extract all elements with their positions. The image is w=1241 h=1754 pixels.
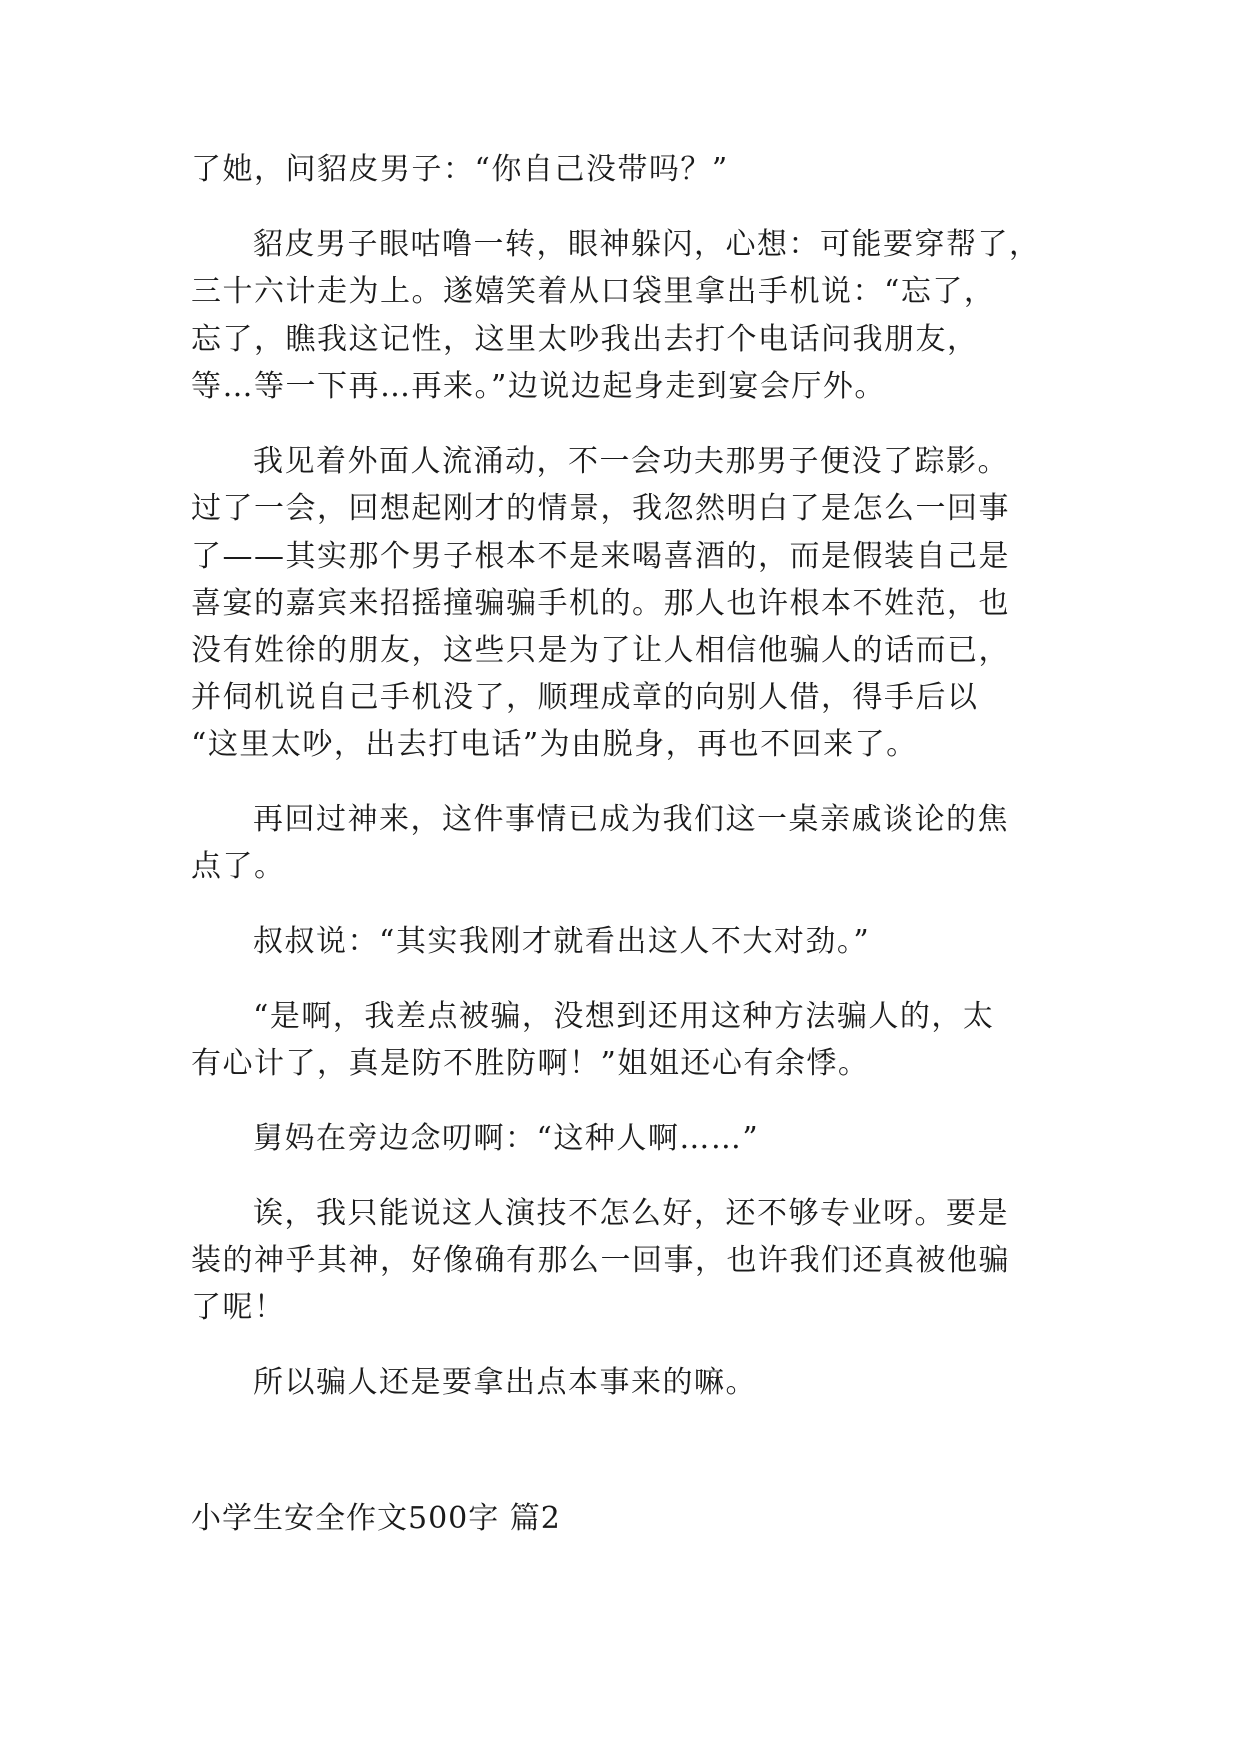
paragraph-start: 貂皮男子眼咕噜一转，眼神躲闪，心想：可能要穿帮了， — [253, 227, 1041, 262]
text-line: 过了一会，回想起刚才的情景，我忽然明白了是怎么一回事 — [191, 491, 1010, 526]
paragraph-start: 所以骗人还是要拿出点本事来的嘛。 — [253, 1365, 757, 1400]
text-line: 并伺机说自己手机没了，顺理成章的向别人借，得手后以 — [191, 680, 979, 715]
text-line: 等…等一下再…再来。”边说边起身走到宴会厅外。 — [191, 369, 886, 404]
text-line: 三十六计走为上。遂嬉笑着从口袋里拿出手机说：“忘了， — [191, 274, 996, 309]
paragraph-start: 舅妈在旁边念叨啊：“这种人啊……” — [253, 1121, 760, 1156]
text-line: 喜宴的嘉宾来招摇撞骗骗手机的。那人也许根本不姓范，也 — [191, 586, 1010, 621]
paragraph-start: 诶，我只能说这人演技不怎么好，还不够专业呀。要是 — [253, 1196, 1009, 1231]
text-line: 了呢！ — [191, 1290, 286, 1325]
paragraph-start: 再回过神来，这件事情已成为我们这一桌亲戚谈论的焦 — [253, 802, 1009, 837]
paragraph-start: “是啊，我差点被骗，没想到还用这种方法骗人的，太 — [253, 999, 995, 1034]
text-line: 点了。 — [191, 849, 286, 884]
text-line: 没有姓徐的朋友，这些只是为了让人相信他骗人的话而已， — [191, 633, 1010, 668]
text-line: 了她，问貂皮男子：“你自己没带吗？” — [191, 152, 729, 187]
text-line: 装的神乎其神，好像确有那么一回事，也许我们还真被他骗 — [191, 1243, 1010, 1278]
text-line: 了——其实那个男子根本不是来喝喜酒的，而是假装自己是 — [191, 539, 1010, 574]
text-line: “这里太吵，出去打电话”为由脱身，再也不回来了。 — [191, 727, 918, 762]
text-line: 忘了，瞧我这记性，这里太吵我出去打个电话问我朋友， — [191, 322, 979, 357]
section-heading: 小学生安全作文500字 篇2 — [191, 1501, 561, 1536]
text-line: 有心计了，真是防不胜防啊！”姐姐还心有余悸。 — [191, 1046, 870, 1081]
paragraph-start: 我见着外面人流涌动，不一会功夫那男子便没了踪影。 — [253, 444, 1009, 479]
paragraph-start: 叔叔说：“其实我刚才就看出这人不大对劲。” — [253, 924, 871, 959]
